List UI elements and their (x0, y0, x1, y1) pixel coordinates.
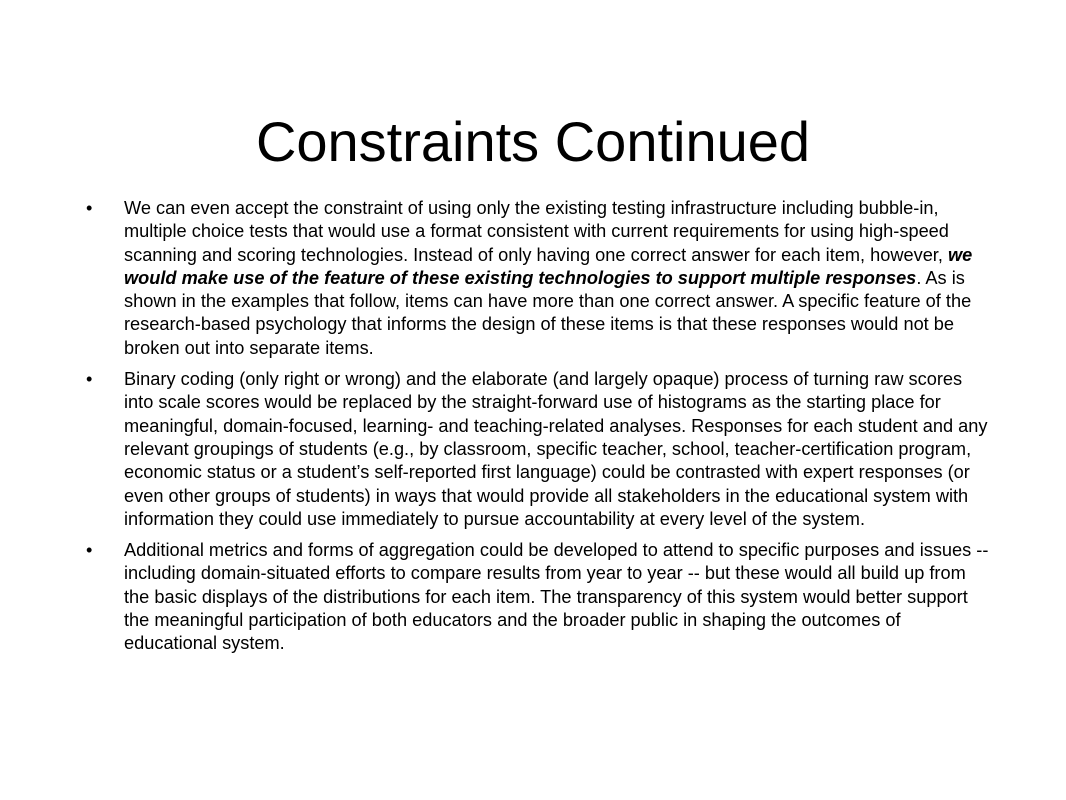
bullet-text: Binary coding (only right or wrong) and the elaborate (and largely opaque) process of turning raw scores into scale scores would be replaced by the straight-forward use of histograms as the starting place for meaningful, domain-focused, learning- and teaching-related analyses. Responses for each student and any relevant groupings of students (e.g., by classroom, specific teacher, school, teacher-certification program, economic status or a student’s self-reported first language) could be contrasted with expert responses (or even other groups of students) in ways that would provide all stakeholders in the educational system with information they could use immediately to pursue accountability at every level of the system. (124, 369, 988, 529)
bullet-item-additional-metrics (84, 539, 994, 655)
bullet-text-after: . As is shown in the examples that follow, items can have more than one correct answer. A specific feature of the research-based psychology that informs the design of these items is that these responses would not be broken out into separate items. (124, 267, 972, 358)
bullet-list (84, 197, 994, 664)
slide-title: Constraints Continued (255, 110, 811, 173)
bullet-marker: • (86, 198, 93, 218)
bullet-item-constraint (84, 197, 994, 360)
bullet-text: Additional metrics and forms of aggregation could be developed to attend to specific purposes and issues -- including domain-situated efforts to compare results from year to year -- but these would all build up from the basic displays of the distributions for each item. The transparency of this system would better support the meaningful participation of both educators and the broader public in shaping the outcomes of educational system. (124, 540, 989, 654)
bullet-item-binary-coding (84, 368, 994, 531)
bullet-marker: • (86, 369, 93, 390)
bullet-marker: • (86, 540, 93, 561)
bullet-text-before: We can even accept the constraint of using only the existing testing infrastructure including bubble-in, multiple choice tests that would use a format consistent with current requirements for using high-speed scanning and scoring technologies. Instead of only having one correct answer for each item, however, (124, 198, 949, 265)
bullet-emphasis: we would make use of the feature of these existing technologies to support multiple responses (124, 244, 973, 288)
